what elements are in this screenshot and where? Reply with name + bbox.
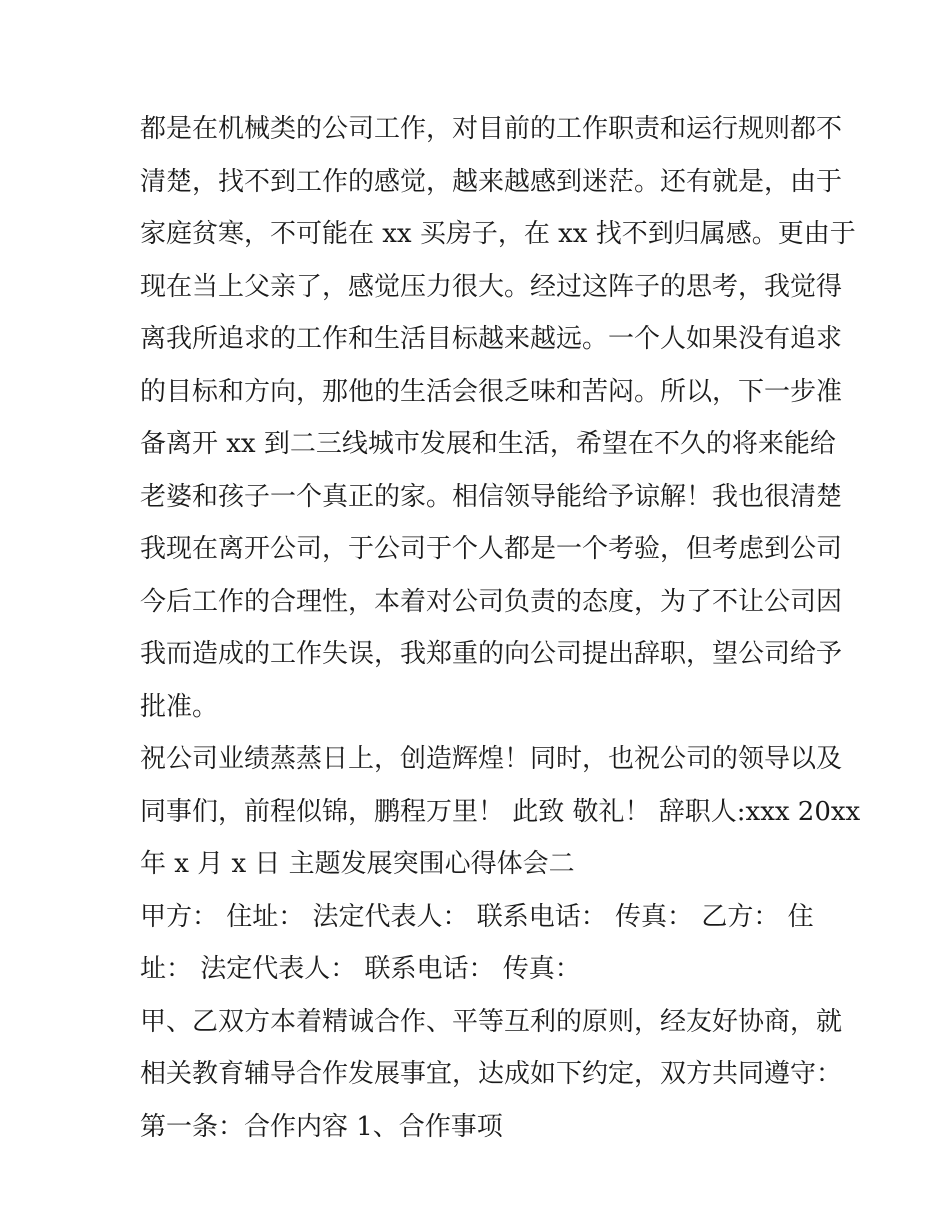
text-line: 祝公司业绩蒸蒸日上，创造辉煌！同时，也祝公司的领导以及 <box>140 744 843 774</box>
text-line: 甲方： 住址： 法定代表人： 联系电话： 传真： 乙方： 住 <box>140 901 814 932</box>
text-line: 我现在离开公司，于公司于个人都是一个考验，但考虑到公司 <box>140 534 843 564</box>
document-body <box>140 103 861 1153</box>
text-line: 年 x 月 x 日 主题发展突围心得体会二 <box>140 849 575 879</box>
text-line: 现在当上父亲了，感觉压力很大。经过这阵子的思考，我觉得 <box>140 271 843 302</box>
text-line: 离我所追求的工作和生活目标越来越远。一个人如果没有追求 <box>140 324 843 354</box>
text-line: 老婆和孩子一个真正的家。相信领导能给予谅解！我也很清楚 <box>140 481 843 512</box>
text-line: 的目标和方向，那他的生活会很乏味和苦闷。所以，下一步准 <box>140 376 843 407</box>
text-line: 址： 法定代表人： 联系电话： 传真： <box>140 954 581 984</box>
text-line: 甲、乙双方本着精诚合作、平等互利的原则，经友好协商，就 <box>140 1006 843 1037</box>
text-line: 清楚，找不到工作的感觉，越来越感到迷茫。还有就是，由于 <box>140 166 843 197</box>
text-line: 备离开 xx 到二三线城市发展和生活，希望在不久的将来能给 <box>140 429 836 459</box>
text-line: 第一条：合作内容 1、合作事项 <box>140 1111 503 1142</box>
text-line: 相关教育辅导合作发展事宜，达成如下约定，双方共同遵守： <box>140 1059 843 1089</box>
text-line: 家庭贫寒，不可能在 xx 买房子，在 xx 找不到归属感。更由于 <box>140 219 856 249</box>
text-line: 都是在机械类的公司工作，对目前的工作职责和运行规则都不 <box>140 114 843 144</box>
text-line: 同事们，前程似锦，鹏程万里！ 此致 敬礼！ 辞职人:xxx 20xx <box>140 796 861 827</box>
text-line: 今后工作的合理性，本着对公司负责的态度，为了不让公司因 <box>140 586 843 617</box>
text-line: 我而造成的工作失误，我郑重的向公司提出辞职，望公司给予 <box>140 639 843 669</box>
text-line: 批准。 <box>140 691 219 722</box>
